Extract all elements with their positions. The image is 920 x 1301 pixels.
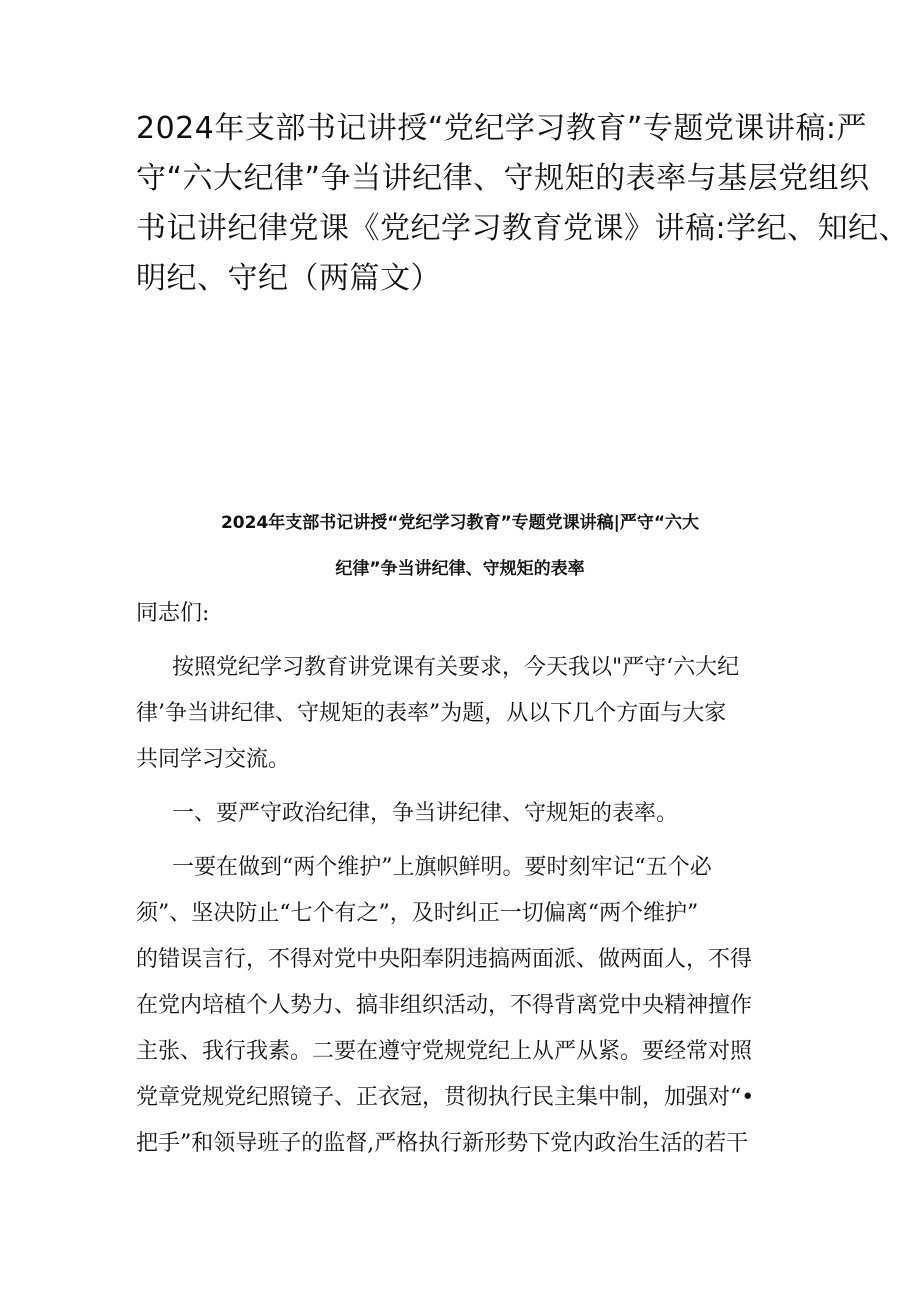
paragraph-line: 的错误言行，不得对党中央阳奉阴违搞两面派、做两面人，不得 [136, 947, 753, 972]
lecture-heading-line: 2024年支部书记讲授“党纪学习教育”专题党课讲稿|严守“六大 [220, 513, 700, 533]
paragraph-line: 在党内培植个人势力、搞非组织活动，不得背离党中央精神擅作 [136, 993, 753, 1018]
lecture-heading [120, 500, 800, 592]
title-line: 守“六大纪律”争当讲纪律、守规矩的表率与基层党组织 [136, 161, 870, 196]
section-heading: 一、要严守政治纪律，争当讲纪律、守规矩的表率。 [172, 801, 679, 826]
paragraph-line: 须”、坚决防止“七个有之”，及时纠正一切偏离“两个维护” [136, 901, 699, 926]
paragraph-line: 党章党规党纪照镜子、正衣冠，贯彻执行民主集中制，加强对“• [136, 1085, 755, 1110]
paragraph-line: 把手”和领导班子的监督,严格执行新形势下党内政治生活的若干 [136, 1131, 749, 1156]
title-line: 明纪、守纪（两篇文） [136, 261, 441, 296]
paragraph-line: 律’争当讲纪律、守规矩的表率”为题，从以下几个方面与大家 [136, 701, 727, 726]
paragraph-line: 一要在做到“两个维护”上旗帜鲜明。要时刻牢记“五个必 [172, 855, 712, 880]
paragraph-intro [136, 645, 816, 783]
title-line: 2024年支部书记讲授“党纪学习教育”专题党课讲稿:严 [136, 111, 868, 146]
document-title [136, 104, 910, 304]
paragraph-line: 按照党纪学习教育讲党课有关要求，今天我以"严守‘六大纪 [172, 655, 740, 680]
paragraph-political-discipline [136, 845, 816, 1167]
title-line: 书记讲纪律党课《党纪学习教育党课》讲稿:学纪、知纪、 [136, 211, 910, 246]
salutation: 同志们: [136, 601, 210, 626]
paragraph-line: 共同学习交流。 [136, 747, 291, 772]
paragraph-line: 主张、我行我素。二要在遵守党规党纪上从严从紧。要经常对照 [136, 1039, 753, 1064]
lecture-heading-line: 纪律”争当讲纪律、守规矩的表率 [335, 559, 585, 579]
lecture-body [136, 591, 816, 1167]
